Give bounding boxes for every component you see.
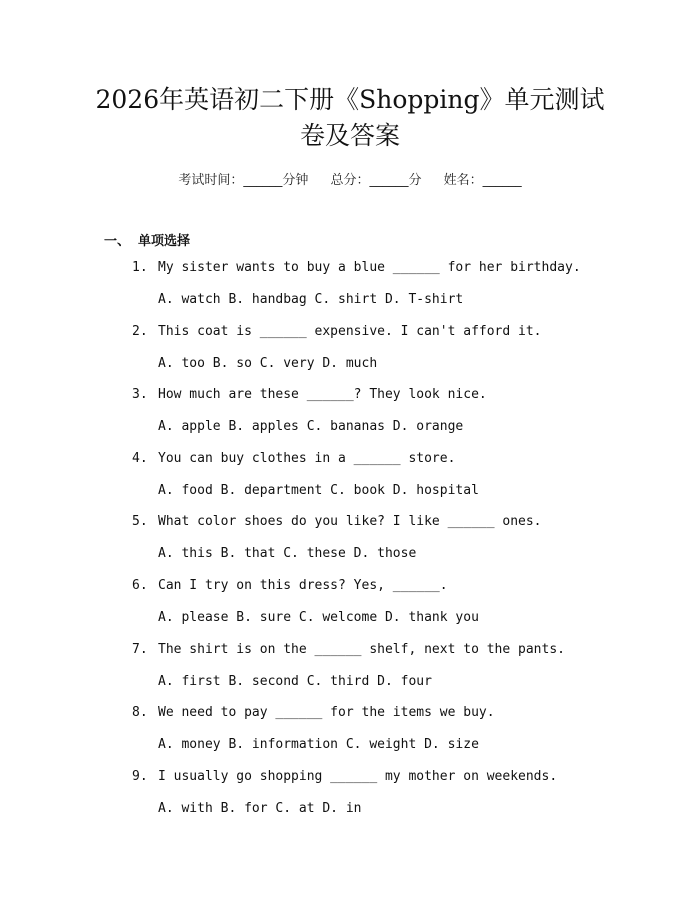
question-text: You can buy clothes in a ______ store. — [158, 450, 456, 466]
section-heading — [104, 230, 190, 249]
question-text: We need to pay ______ for the items we buy. — [158, 705, 495, 721]
question-options: A. watch B. handbag C. shirt D. T-shirt — [158, 292, 464, 307]
exam-score: 总分：______分 — [330, 173, 422, 188]
question-text: The shirt is on the ______ shelf, next to the pants. — [158, 641, 565, 657]
question-item — [0, 324, 700, 388]
question-options: A. first B. second C. third D. four — [158, 673, 432, 689]
exam-time: 考试时间：______分钟 — [178, 173, 309, 188]
question-item — [0, 260, 700, 324]
question-list — [0, 260, 700, 832]
question-number: 1. — [132, 260, 148, 275]
section-title: 单项选择 — [138, 234, 191, 249]
question-text: How much are these ______? They look nice. — [158, 387, 487, 403]
question-number: 9. — [132, 768, 148, 784]
question-number: 6. — [132, 577, 148, 593]
question-item — [0, 387, 700, 451]
question-options: A. food B. department C. book D. hospital — [158, 482, 479, 498]
exam-name: 姓名：______ — [443, 173, 522, 188]
question-item — [0, 769, 700, 833]
question-options: A. money B. information C. weight D. size — [158, 737, 479, 753]
question-text: What color shoes do you like? I like ______ ones. — [158, 514, 542, 530]
question-options: A. with B. for C. at D. in — [158, 800, 362, 816]
question-number: 8. — [132, 705, 148, 721]
question-item — [0, 705, 700, 769]
question-options: A. please B. sure C. welcome D. thank you — [158, 609, 479, 625]
question-number: 2. — [132, 323, 148, 339]
question-text: My sister wants to buy a blue ______ for her birthday. — [158, 260, 581, 275]
question-text: This coat is ______ expensive. I can't afford it. — [158, 323, 542, 339]
exam-meta — [0, 169, 700, 188]
title-line-2: 卷及答案 — [299, 121, 400, 150]
question-item — [0, 642, 700, 706]
section-number: 一、 — [104, 234, 131, 249]
question-number: 5. — [132, 514, 148, 530]
question-item — [0, 578, 700, 642]
question-item — [0, 451, 700, 515]
question-text: Can I try on this dress? Yes, ______. — [158, 577, 448, 593]
question-options: A. too B. so C. very D. much — [158, 355, 378, 371]
question-number: 3. — [132, 387, 148, 403]
question-item — [0, 514, 700, 578]
question-text: I usually go shopping ______ my mother on weekends. — [158, 768, 558, 784]
question-number: 4. — [132, 450, 148, 466]
question-number: 7. — [132, 641, 148, 657]
question-options: A. this B. that C. these D. those — [158, 546, 417, 562]
question-options: A. apple B. apples C. bananas D. orange — [158, 419, 464, 435]
title-line-1: 2026年英语初二下册《Shopping》单元测试 — [95, 85, 605, 114]
page-title — [60, 82, 640, 154]
